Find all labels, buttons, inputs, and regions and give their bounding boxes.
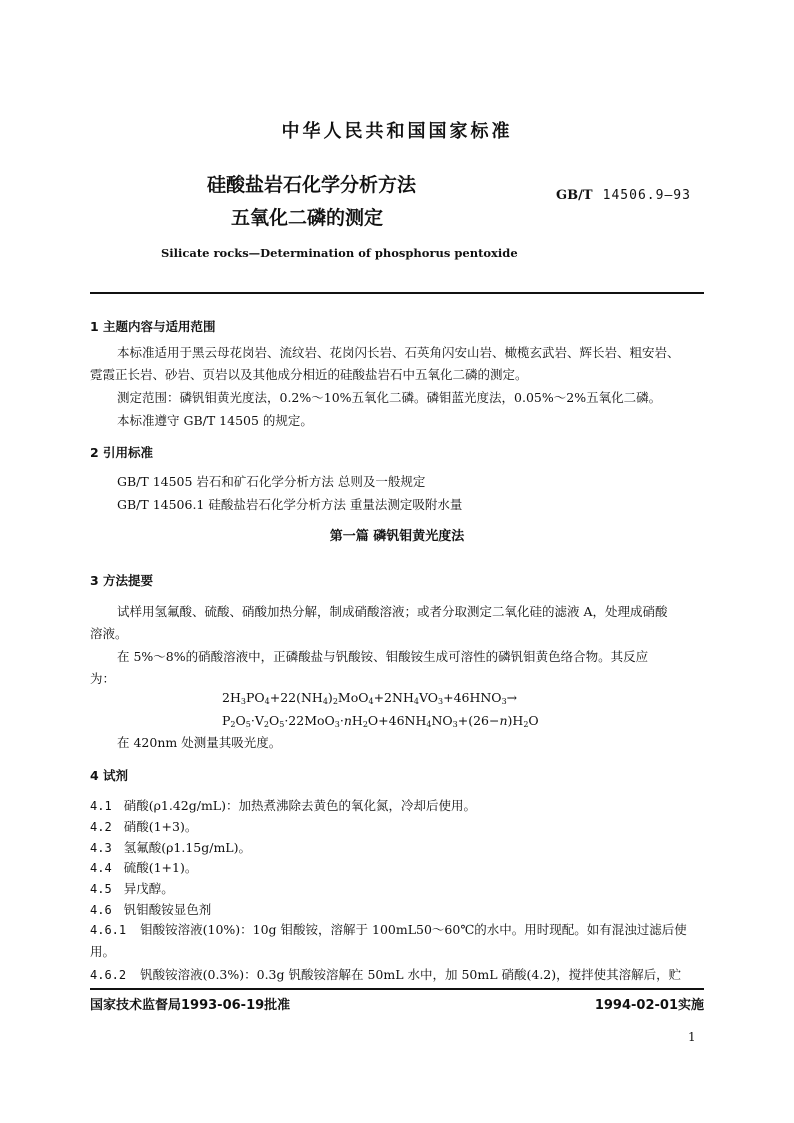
standard-code: [556, 188, 691, 203]
reagent-text: 硝酸(1+3)。: [123, 818, 198, 834]
section-3-p1-line2: 溶液。: [90, 626, 128, 641]
section-1-p3: 本标准遵守 GB/T 14505 的规定。: [117, 413, 313, 428]
section-3-p2-line2: 为：: [90, 671, 116, 686]
english-title: Silicate rocks—Determination of phosphorus pentoxide: [161, 246, 518, 260]
reagent-item: [90, 818, 197, 836]
reagent-text: 硝酸(ρ1.42g/mL)：加热煮沸除去黄色的氧化氮，冷却后使用。: [123, 798, 476, 813]
implementation-date: 1994-02-01实施: [594, 998, 704, 1013]
reagent-item: [90, 901, 211, 919]
reagent-item: [90, 797, 476, 815]
reagent-item: [90, 880, 174, 898]
reaction-equation-2: $P_2O_5\cdot V_2O_5\cdot 22MoO_3\cdot nH_2O+46NH_4NO_3+(26-n)H_2O$: [222, 713, 539, 729]
section-1-p2: 测定范围：磷钒钼黄光度法，0.2%～10%五氧化二磷。磷钼蓝光度法，0.05%～2%五氧化二磷。: [117, 390, 662, 405]
reagent-text: 硫酸(1+1)。: [123, 860, 198, 876]
section-1-p1-line2: 霓霞正长岩、砂岩、页岩以及其他成分相近的硅酸盐岩石中五氧化二磷的测定。: [90, 367, 528, 382]
reagent-text: 异戊醇。: [123, 881, 174, 897]
reagent-4-6-1: [90, 921, 687, 939]
reagent-number: 4.1: [90, 799, 112, 813]
reagent-4-6-2: [90, 966, 681, 984]
header-divider: [90, 292, 704, 294]
reference-2: GB/T 14506.1 硅酸盐岩石化学分析方法 重量法测定吸附水量: [117, 497, 463, 512]
reagent-number: 4.6.1: [90, 923, 127, 937]
reagent-number: 4.6: [90, 903, 112, 917]
reagent-item: [90, 839, 251, 857]
document-title-line2: 五氧化二磷的测定: [231, 207, 384, 229]
reagent-text: 氢氟酸(ρ1.15g/mL)。: [123, 839, 251, 855]
reagent-number: 4.5: [90, 882, 112, 897]
section-3-p2-line1: 在 5%～8%的硝酸溶液中，正磷酸盐与钒酸铵、钼酸铵生成可溶性的磷钒钼黄色络合物。其反应: [117, 649, 649, 664]
reagent-4-6-1-line2: 用。: [90, 944, 116, 959]
reagent-number: 4.2: [90, 819, 112, 834]
reagent-text: 钒钼酸铵显色剂: [123, 902, 212, 917]
section-3-p1-line1: 试样用氢氟酸、硫酸、硝酸加热分解，制成硝酸溶液；或者分取测定二氧化硅的滤液 A，处理成硝酸: [117, 604, 668, 619]
page-number: 1: [688, 1030, 696, 1044]
section-3-p3: 在 420nm 处测量其吸光度。: [117, 735, 282, 750]
reagent-number: 4.4: [90, 861, 112, 876]
standard-code-number: 14506.9—93: [602, 188, 691, 203]
section-3-heading: 3 方法提要: [90, 573, 154, 588]
national-standard-title: 中华人民共和国国家标准: [281, 121, 513, 142]
section-1-heading: 1 主题内容与适用范围: [90, 319, 216, 334]
reagent-text: 钼酸铵溶液(10%)：10g 钼酸铵，溶解于 100mL50～60℃的水中。用时现配。如有混浊过滤后使: [140, 922, 687, 937]
footer-divider: [90, 988, 704, 990]
reagent-number: 4.6.2: [90, 968, 127, 982]
section-1-p1-line1: 本标准适用于黑云母花岗岩、流纹岩、花岗闪长岩、石英角闪安山岩、橄榄玄武岩、辉长岩、粗安岩、: [117, 345, 680, 360]
part-1-title: 第一篇 磷钒钼黄光度法: [329, 529, 465, 544]
reagent-text: 钒酸铵溶液(0.3%)：0.3g 钒酸铵溶解在 50mL 水中，加 50mL 硝酸(4.2)，搅拌使其溶解后，贮: [140, 967, 682, 982]
approval-date: 国家技术监督局1993-06-19批准: [90, 998, 291, 1013]
reference-1: GB/T 14505 岩石和矿石化学分析方法 总则及一般规定: [117, 474, 426, 489]
reagent-number: 4.3: [90, 840, 112, 855]
reaction-equation-1: $2H_3PO_4+22(NH_4)_2MoO_4+2NH_4VO_3+46HNO_3\to$: [222, 690, 518, 706]
section-4-heading: 4 试剂: [90, 768, 129, 783]
section-2-heading: 2 引用标准: [90, 445, 154, 460]
document-title-line1: 硅酸盐岩石化学分析方法: [207, 174, 417, 196]
reagent-item: [90, 859, 197, 877]
standard-code-prefix: GB/T: [556, 188, 593, 203]
